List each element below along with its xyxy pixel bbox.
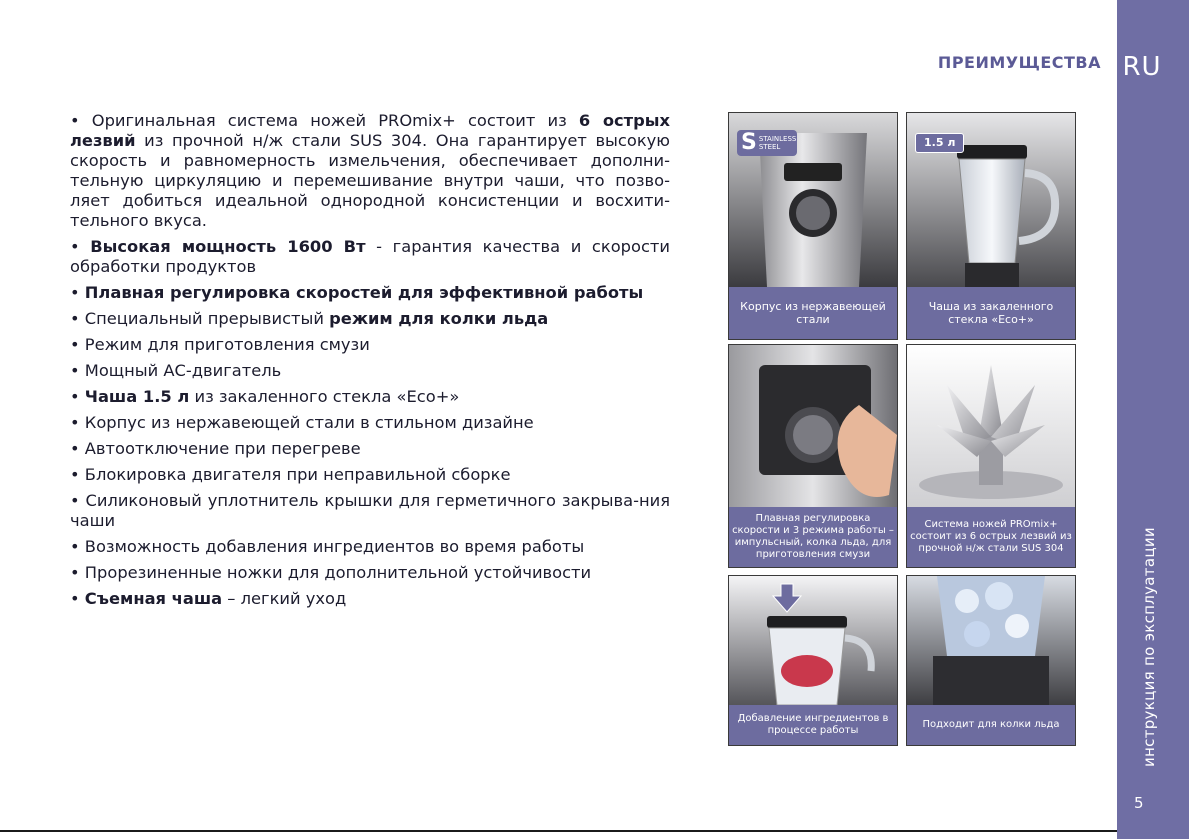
feature-text: • Оригинальная система ножей PROmix+ состоит из [70, 111, 579, 130]
feature-text: • Возможность добавления ингредиентов во время работы [70, 537, 585, 556]
panel-blade-system [906, 344, 1076, 568]
panel-speed-control [728, 344, 898, 568]
badge-text: STAINLESS STEEL [758, 135, 797, 151]
panel-ice-crushing [906, 575, 1076, 746]
feature-text: • Прорезиненные ножки для дополнительной устойчивости [70, 563, 592, 582]
feature-item [70, 439, 670, 459]
feature-text: - гарантия качества и скорости обработки продуктов [70, 237, 670, 276]
feature-text: • [70, 589, 85, 608]
badge-letter: S [741, 130, 757, 155]
section-title: ПРЕИМУЩЕСТВА [937, 53, 1101, 72]
panel-caption: Добавление ингредиентов в процессе работы [729, 705, 897, 745]
feature-item [70, 283, 670, 303]
panel-caption: Чаша из закаленного стекла «Eco+» [907, 287, 1075, 339]
feature-item [70, 537, 670, 557]
feature-text: • Автоотключение при перегреве [70, 439, 361, 458]
adding-ingredients-image [729, 576, 897, 705]
feature-highlight: Плавная регулировка скоростей для эффективной работы [84, 283, 644, 302]
feature-text: – легкий уход [222, 589, 347, 608]
bottom-rule [0, 830, 1117, 832]
feature-text: • [70, 283, 85, 302]
blade-assembly-image [907, 345, 1075, 507]
feature-text: • Блокировка двигателя при неправильной сборке [70, 465, 511, 484]
page-number: 5 [1134, 794, 1144, 812]
speed-knob-image [729, 345, 897, 507]
feature-highlight: Съемная чаша [84, 589, 223, 608]
feature-item [70, 589, 670, 609]
feature-item [70, 237, 670, 277]
feature-item [70, 413, 670, 433]
feature-text: • [70, 237, 91, 256]
feature-text: • Специальный прерывистый [70, 309, 330, 328]
feature-item [70, 361, 670, 381]
panel-caption: Плавная регулировка скорости и 3 режима работы – импульсный, колка льда, для приготовления смузи [729, 507, 897, 567]
stainless-steel-badge [737, 130, 797, 156]
manual-vertical-label: инструкция по эксплуатации [1140, 527, 1158, 767]
feature-list [70, 111, 670, 615]
feature-highlight: Чаша 1.5 л [84, 387, 190, 406]
feature-text: • Силиконовый уплотнитель крышки для герметичного закрыва-ния чаши [70, 491, 670, 530]
ice-crushing-image [907, 576, 1075, 705]
feature-text: • Режим для приготовления смузи [70, 335, 370, 354]
capacity-badge: 1.5 л [915, 133, 964, 153]
feature-item [70, 387, 670, 407]
feature-item [70, 111, 670, 231]
feature-text: • Мощный АС-двигатель [70, 361, 282, 380]
panel-caption: Корпус из нержавеющей стали [729, 287, 897, 339]
feature-item [70, 335, 670, 355]
feature-item [70, 563, 670, 583]
feature-text: из закаленного стекла «Eco+» [189, 387, 460, 406]
panel-glass-jar [906, 112, 1076, 340]
feature-item [70, 491, 670, 531]
panel-caption: Подходит для колки льда [907, 705, 1075, 745]
feature-text: из прочной н/ж стали SUS 304. Она гарантирует высокую скорость и равномерность измельчения, обеспечивает дополни-тельную циркуляцию и перемешивание внутри чаши, что позво-ляет добиться идеальной однородной консистенции и восхити-тельного вкуса. [70, 131, 670, 230]
feature-text: • Корпус из нержавеющей стали в стильном дизайне [70, 413, 534, 432]
feature-highlight: Высокая мощность 1600 Вт [90, 237, 366, 256]
feature-text: • [70, 387, 85, 406]
language-label: RU [1122, 52, 1162, 82]
feature-highlight: режим для колки льда [329, 309, 549, 328]
feature-highlight: 6 острых лезвий [70, 111, 670, 150]
panel-caption: Система ножей PROmix+ состоит из 6 острых лезвий из прочной н/ж стали SUS 304 [907, 507, 1075, 567]
panel-stainless-body [728, 112, 898, 340]
panel-adding-ingredients [728, 575, 898, 746]
feature-item [70, 465, 670, 485]
feature-item [70, 309, 670, 329]
